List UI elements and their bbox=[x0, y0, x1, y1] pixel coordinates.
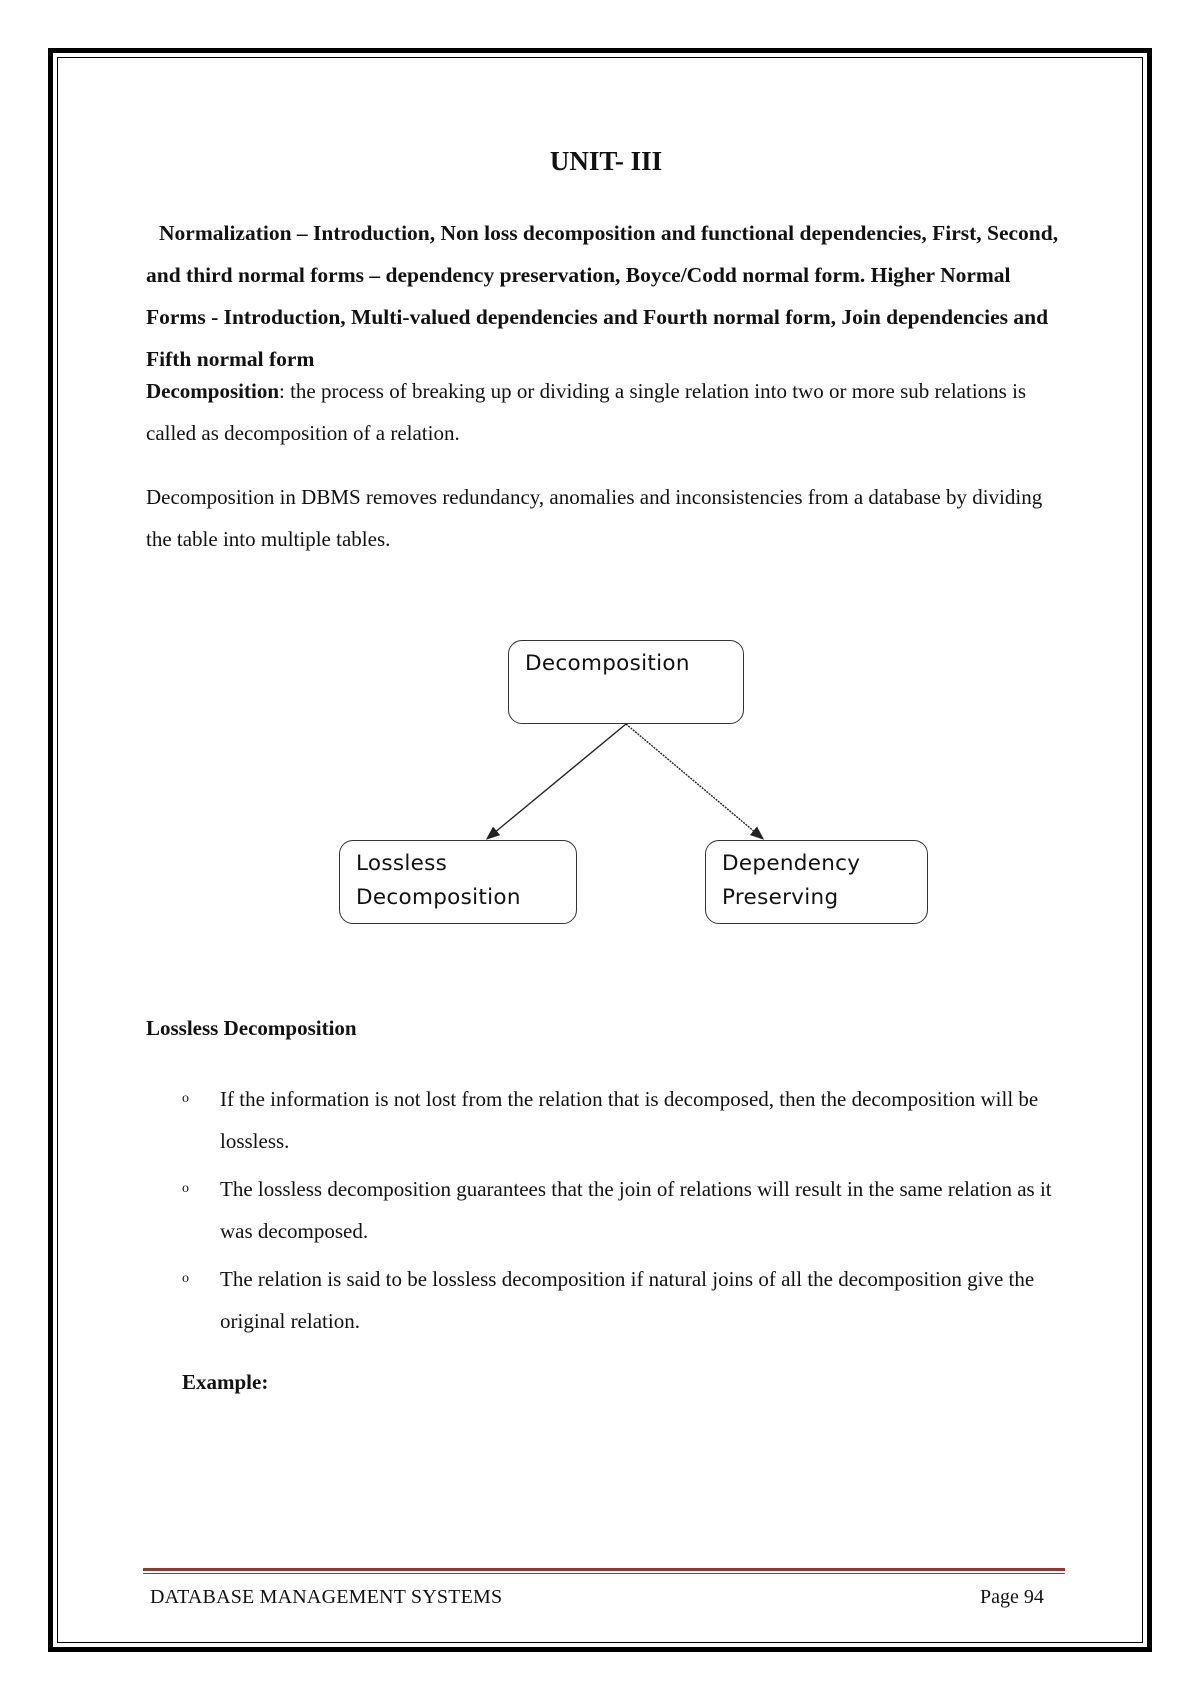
bullet-icon: o bbox=[182, 1271, 189, 1286]
definition-term: Decomposition bbox=[146, 379, 279, 403]
bullet-text: If the information is not lost from the relation that is decomposed, then the decomposition will be lossless. bbox=[220, 1087, 1039, 1153]
list-item bbox=[182, 1258, 1052, 1342]
bullet-text: The lossless decomposition guarantees that the join of relations will result in the same relation as it was decomposed. bbox=[220, 1177, 1052, 1243]
list-item bbox=[182, 1168, 1052, 1252]
node-dependency-preserving: Dependency Preserving bbox=[705, 840, 928, 924]
definition-paragraph bbox=[146, 370, 1066, 454]
lossless-heading: Lossless Decomposition bbox=[146, 1016, 357, 1040]
definition-text: : the process of breaking up or dividing a single relation into two or more sub relations is called as decomposition of a relation. bbox=[146, 379, 1027, 445]
arrow-to-lossless bbox=[488, 724, 626, 838]
lossless-bullet-list bbox=[182, 1078, 1052, 1348]
footer-course-title: DATABASE MANAGEMENT SYSTEMS bbox=[150, 1586, 503, 1608]
footer-rule-thin bbox=[143, 1573, 1065, 1574]
node-decomposition: Decomposition bbox=[508, 640, 744, 724]
bullet-text: The relation is said to be lossless decomposition if natural joins of all the decomposition give the original relation. bbox=[220, 1267, 1035, 1333]
list-item bbox=[182, 1078, 1052, 1162]
example-label: Example: bbox=[182, 1370, 269, 1394]
purpose-paragraph: Decomposition in DBMS removes redundancy, anomalies and inconsistencies from a database by dividing the table into multiple tables. bbox=[146, 485, 1043, 551]
page-title: UNIT- III bbox=[549, 146, 663, 176]
node-lossless-decomposition: Lossless Decomposition bbox=[339, 840, 577, 924]
bullet-icon: o bbox=[182, 1091, 189, 1106]
decomposition-diagram bbox=[326, 640, 946, 940]
footer-page-number: Page 94 bbox=[980, 1586, 1044, 1608]
arrow-to-dependency bbox=[626, 724, 762, 838]
bullet-icon: o bbox=[182, 1181, 189, 1196]
footer-rule bbox=[143, 1568, 1065, 1571]
syllabus-paragraph: Normalization – Introduction, Non loss decomposition and functional dependencies, First, Second, and third normal forms – dependency preservation, Boyce/Codd normal form. Higher Normal Forms - Introduction, Multi-valued dependencies and Fourth normal form, Join dependencies and Fifth normal form bbox=[146, 221, 1059, 371]
